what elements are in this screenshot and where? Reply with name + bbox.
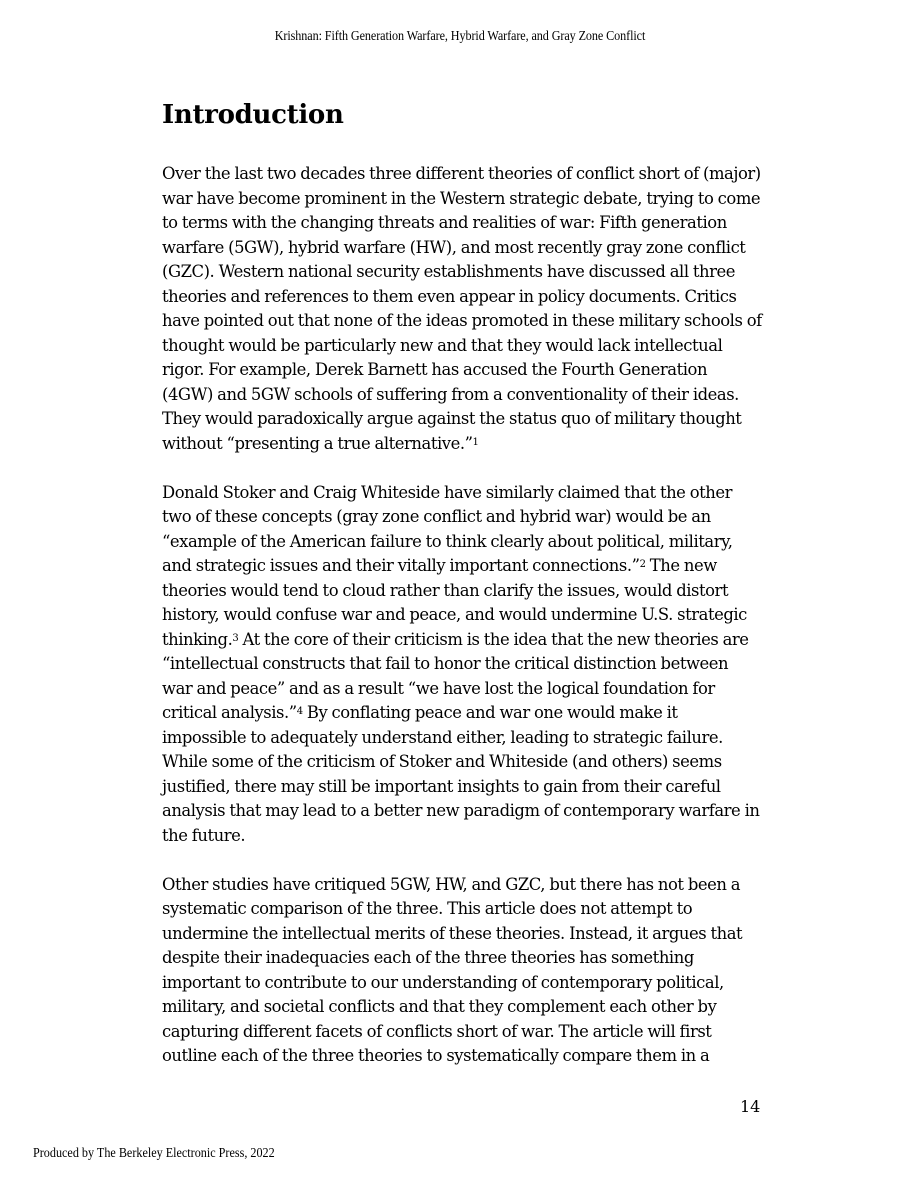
paragraph-2-text-b: The new theories would tend to cloud rather than clarify the issues, would distort history, would confuse war and peace, and would undermine U.S. strategic thinking.: [162, 556, 747, 649]
footnote-ref-3[interactable]: 3: [232, 632, 239, 644]
paragraph-3-text: Other studies have critiqued 5GW, HW, and GZC, but there has not been a systematic comparison of the three. This article does not attempt to undermine the intellectual merits of these theories. Instead, it argues that despite their inadequacies each of the three theories has something important to contribute to our understanding of contemporary political, military, and societal conflicts and that they complement each other by capturing different facets of conflicts short of war. The article will first outline each of the three theories to systematically compare them in a: [162, 874, 743, 1065]
paragraph-1: [162, 162, 762, 456]
section-heading: Introduction: [162, 100, 344, 130]
footer-credit: Produced by The Berkeley Electronic Press, 2022: [33, 1145, 275, 1160]
footnote-ref-4[interactable]: 4: [296, 706, 303, 717]
running-header: Krishnan: Fifth Generation Warfare, Hybrid Warfare, and Gray Zone Conflict: [274, 28, 646, 43]
paragraph-2-text-d: By conflating peace and war one would make it impossible to adequately understand either, leading to strategic failure. While some of the criticism of Stoker and Whiteside (and others) seems justified, there may still be important insights to gain from their careful analysis that may lead to a better new paradigm of contemporary warfare in the future.: [162, 703, 760, 845]
paragraph-3: [162, 873, 762, 1069]
footnote-ref-1[interactable]: 1: [472, 436, 479, 448]
footnote-ref-2[interactable]: 2: [639, 559, 646, 570]
paragraph-1-text: Over the last two decades three different theories of conflict short of (major) war have become prominent in the Western strategic debate, trying to come to terms with the changing threats and realities of war: Fifth generation warfare (5GW), hybrid warfare (HW), and most recently gray zone conflict (GZC). Western national security establishments have discussed all three theories and references to them even appear in policy documents. Critics have pointed out that none of the ideas promoted in these military schools of thought would be particularly new and that they would lack intellectual rigor. For example, Derek Barnett has accused the Fourth Generation (4GW) and 5GW schools of suffering from a conventionality of their ideas. They would paradoxically argue against the status quo of military thought without “presenting a true alternative.”: [162, 164, 762, 453]
paragraph-2-text-a: Donald Stoker and Craig Whiteside have similarly claimed that the other two of these concepts (gray zone conflict and hybrid war) would be an “example of the American failure to think clearly about political, military, and strategic issues and their vitally important connections.”: [162, 482, 733, 575]
page-number: 14: [740, 1097, 761, 1116]
article-body: [162, 100, 762, 1093]
paragraph-2-text-c: At the core of their criticism is the idea that the new theories are “intellectual constructs that fail to honor the critical distinction between war and peace” and as a result “we have lost the logical foundation for critical analysis.”: [162, 629, 749, 722]
paragraph-2: [162, 481, 762, 849]
